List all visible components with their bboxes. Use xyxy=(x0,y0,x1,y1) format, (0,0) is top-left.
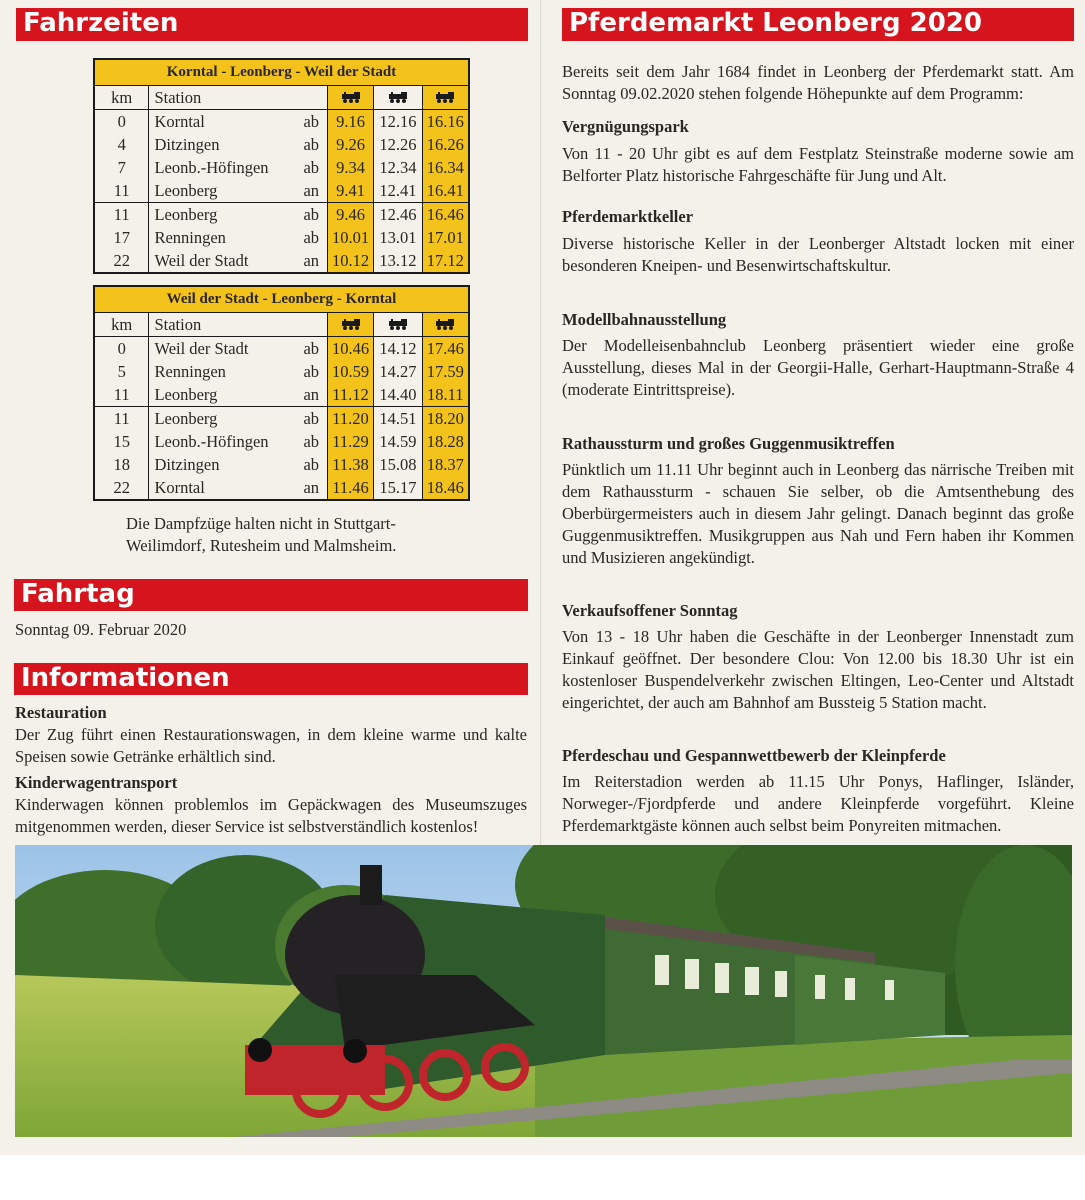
time-cell: 11.12 xyxy=(327,383,373,407)
km-cell: 18 xyxy=(94,453,149,476)
kinderwagen-heading: Kinderwagentransport xyxy=(15,773,178,792)
km-cell: 0 xyxy=(94,110,149,134)
timetable-row xyxy=(94,133,469,156)
time-cell: 10.12 xyxy=(327,249,373,273)
station-cell: Renningen xyxy=(154,228,226,247)
steam-train-icon xyxy=(388,92,408,103)
time-cell: 12.26 xyxy=(374,133,422,156)
time-cell: 9.16 xyxy=(327,110,373,134)
arr-dep-cell: an xyxy=(303,478,320,497)
fold-line xyxy=(540,0,541,845)
time-cell: 11.20 xyxy=(327,407,373,431)
time-cell: 17.46 xyxy=(422,337,469,361)
km-cell: 17 xyxy=(94,226,149,249)
station-cell: Korntal xyxy=(154,478,205,497)
time-cell: 18.11 xyxy=(422,383,469,407)
time-cell: 9.26 xyxy=(327,133,373,156)
pferdemarkt-banner xyxy=(562,8,1074,41)
km-cell: 7 xyxy=(94,156,149,179)
time-cell: 14.59 xyxy=(374,430,422,453)
station-cell: Ditzingen xyxy=(154,135,220,154)
time-cell: 18.28 xyxy=(422,430,469,453)
time-cell: 13.01 xyxy=(374,226,422,249)
station-cell: Leonberg xyxy=(154,385,218,404)
pferdemarkt-title: Pferdemarkt Leonberg 2020 xyxy=(569,8,982,38)
fahrtag-date: Sonntag 09. Februar 2020 xyxy=(15,620,187,639)
fahrzeiten-title: Fahrzeiten xyxy=(23,8,179,38)
km-cell: 11 xyxy=(94,179,149,203)
station-cell: Ditzingen xyxy=(154,455,220,474)
km-cell: 11 xyxy=(94,407,149,431)
time-cell: 18.46 xyxy=(422,476,469,500)
arr-dep-cell: an xyxy=(303,251,320,270)
col-km: km xyxy=(94,313,149,337)
km-cell: 11 xyxy=(94,383,149,407)
section-heading: Modellbahnausstellung xyxy=(562,310,727,329)
time-cell: 16.46 xyxy=(422,203,469,227)
time-cell: 11.29 xyxy=(327,430,373,453)
arr-dep-cell: ab xyxy=(303,339,320,358)
section-heading: Vergnügungspark xyxy=(562,117,689,136)
section-heading: Pferdemarktkeller xyxy=(562,207,694,226)
arr-dep-cell: ab xyxy=(303,362,320,381)
km-cell: 4 xyxy=(94,133,149,156)
steam-train-photo xyxy=(15,845,1072,1137)
station-cell: Renningen xyxy=(154,362,226,381)
time-cell: 16.41 xyxy=(422,179,469,203)
time-cell: 12.16 xyxy=(374,110,422,134)
time-cell: 18.20 xyxy=(422,407,469,431)
steam-train-icon xyxy=(435,319,455,330)
kinderwagen-text: Kinderwagen können problemlos im Gepäckwagen des Museumszuges mitgenommen werden, dieser Service ist selbstverständlich kostenlos! xyxy=(15,795,527,836)
timetable-title: Korntal - Leonberg - Weil der Stadt xyxy=(94,59,469,86)
time-cell: 13.12 xyxy=(374,249,422,273)
time-cell: 9.46 xyxy=(327,203,373,227)
timetable-row xyxy=(94,360,469,383)
arr-dep-cell: ab xyxy=(303,112,320,131)
timetable-row xyxy=(94,249,469,273)
time-cell: 11.46 xyxy=(327,476,373,500)
time-cell: 9.34 xyxy=(327,156,373,179)
fahrtag-banner xyxy=(14,579,528,611)
time-cell: 10.01 xyxy=(327,226,373,249)
time-cell: 16.34 xyxy=(422,156,469,179)
section-text: Diverse historische Keller in der Leonberger Altstadt locken mit einer besonderen Kneipen- und Besenwirtschaftskultur. xyxy=(562,234,1074,275)
time-cell: 12.46 xyxy=(374,203,422,227)
time-cell: 18.37 xyxy=(422,453,469,476)
intro-text: Bereits seit dem Jahr 1684 findet in Leonberg der Pferdemarkt statt. Am Sonntag 09.02.2020 stehen folgende Höhepunkte auf dem Programm: xyxy=(562,62,1074,103)
time-cell: 12.34 xyxy=(374,156,422,179)
arr-dep-cell: ab xyxy=(300,407,328,431)
arr-dep-cell: ab xyxy=(303,158,320,177)
col-station: Station xyxy=(149,313,300,337)
timetable-row xyxy=(94,337,469,361)
timetable-row xyxy=(94,383,469,407)
section-text: Von 13 - 18 Uhr haben die Geschäfte in der Leonberger Innenstadt zum Einkauf geöffnet. Der besondere Clou: Von 12.00 bis 18.30 Uhr ist ein kostenloser Buspendelverkehr zwischen Eltingen, Leo-Center und Altstadt eingerichtet, der auch am Bahnhof am Bussteig 5 Station macht. xyxy=(562,627,1074,712)
steam-train-icon xyxy=(388,319,408,330)
time-cell: 12.41 xyxy=(374,179,422,203)
station-cell: Leonb.-Höfingen xyxy=(154,158,269,177)
timetable-row xyxy=(94,476,469,500)
timetable-row xyxy=(94,226,469,249)
time-cell: 17.12 xyxy=(422,249,469,273)
section-heading: Verkaufsoffener Sonntag xyxy=(562,601,738,620)
arr-dep-cell: an xyxy=(303,181,320,200)
section-text: Pünktlich um 11.11 Uhr beginnt auch in Leonberg das närrische Treiben mit dem Rathaussturm - schauen Sie selber, ob die Amtsenthebung des Oberbürgermeisters auch in diesem Jahr gelingt. Danach beginnt das große Guggenmusiktreffen. Musikgruppen aus Nah und Fern haben ihr Kommen und Musizieren angekündigt. xyxy=(562,460,1074,567)
timetable-row xyxy=(94,156,469,179)
timetable-row xyxy=(94,203,469,227)
section-text: Der Modelleisenbahnclub Leonberg präsentiert wieder eine große Ausstellung, dieses Mal in der Georgii-Halle, Gerhart-Hauptmann-Straße 4 (moderate Eintrittspreise). xyxy=(562,336,1074,399)
time-cell: 15.17 xyxy=(374,476,422,500)
col-km: km xyxy=(94,86,149,110)
time-cell: 10.59 xyxy=(327,360,373,383)
time-cell: 11.38 xyxy=(327,453,373,476)
time-cell: 17.59 xyxy=(422,360,469,383)
section-heading: Pferdeschau und Gespannwettbewerb der Kleinpferde xyxy=(562,746,946,765)
stop-note xyxy=(126,513,396,557)
arr-dep-cell: ab xyxy=(303,228,320,247)
arr-dep-cell: an xyxy=(303,385,320,404)
time-cell: 16.16 xyxy=(422,110,469,134)
timetable-row xyxy=(94,407,469,431)
time-cell: 17.01 xyxy=(422,226,469,249)
restauration-heading: Restauration xyxy=(15,703,107,722)
steam-train-icon xyxy=(341,319,361,330)
km-cell: 0 xyxy=(94,337,149,361)
informationen-title: Informationen xyxy=(21,663,230,693)
station-cell: Leonberg xyxy=(149,203,300,227)
timetable-row xyxy=(94,179,469,203)
timetable-row xyxy=(94,453,469,476)
restauration-text: Der Zug führt einen Restaurationswagen, in dem kleine warme und kalte Speisen sowie Getränke erhältlich sind. xyxy=(15,725,527,766)
fahrzeiten-banner xyxy=(16,8,528,41)
station-cell: Weil der Stadt xyxy=(154,339,249,358)
time-cell: 14.12 xyxy=(374,337,422,361)
arr-dep-cell: ab xyxy=(303,135,320,154)
station-cell: Leonb.-Höfingen xyxy=(154,432,269,451)
section-text: Im Reiterstadion werden ab 11.15 Uhr Ponys, Haflinger, Isländer, Norweger-/Fjordpferde und andere Kleinpferde vorgeführt. Kleine Pferdemarktgäste können auch selbst beim Ponyreiten mitmachen. xyxy=(562,772,1074,835)
km-cell: 22 xyxy=(94,249,149,273)
stop-note-line: Weilimdorf, Rutesheim und Malmsheim. xyxy=(126,536,397,555)
timetable-outbound xyxy=(93,58,470,274)
timetable-title: Weil der Stadt - Leonberg - Korntal xyxy=(94,286,469,313)
station-cell: Leonberg xyxy=(149,407,300,431)
time-cell: 14.51 xyxy=(374,407,422,431)
informationen-banner xyxy=(14,663,528,695)
timetable-return xyxy=(93,285,470,501)
station-cell: Korntal xyxy=(154,112,205,131)
col-station: Station xyxy=(149,86,300,110)
arr-dep-cell: ab xyxy=(300,203,328,227)
station-cell: Leonberg xyxy=(154,181,218,200)
time-cell: 15.08 xyxy=(374,453,422,476)
km-cell: 5 xyxy=(94,360,149,383)
time-cell: 14.27 xyxy=(374,360,422,383)
arr-dep-cell: ab xyxy=(303,432,320,451)
section-text: Von 11 - 20 Uhr gibt es auf dem Festplatz Steinstraße moderne sowie am Belforter Platz historische Fahrgeschäfte für Jung und Alt. xyxy=(562,144,1074,185)
time-cell: 14.40 xyxy=(374,383,422,407)
timetable-row xyxy=(94,430,469,453)
arr-dep-cell: ab xyxy=(303,455,320,474)
km-cell: 15 xyxy=(94,430,149,453)
km-cell: 11 xyxy=(94,203,149,227)
stop-note-line: Die Dampfzüge halten nicht in Stuttgart- xyxy=(126,514,396,533)
steam-train-icon xyxy=(435,92,455,103)
time-cell: 16.26 xyxy=(422,133,469,156)
station-cell: Weil der Stadt xyxy=(154,251,249,270)
time-cell: 10.46 xyxy=(327,337,373,361)
section-heading: Rathaussturm und großes Guggenmusiktreffen xyxy=(562,434,895,453)
time-cell: 9.41 xyxy=(327,179,373,203)
timetable-row xyxy=(94,110,469,134)
steam-train-icon xyxy=(341,92,361,103)
fahrtag-title: Fahrtag xyxy=(21,579,135,609)
km-cell: 22 xyxy=(94,476,149,500)
